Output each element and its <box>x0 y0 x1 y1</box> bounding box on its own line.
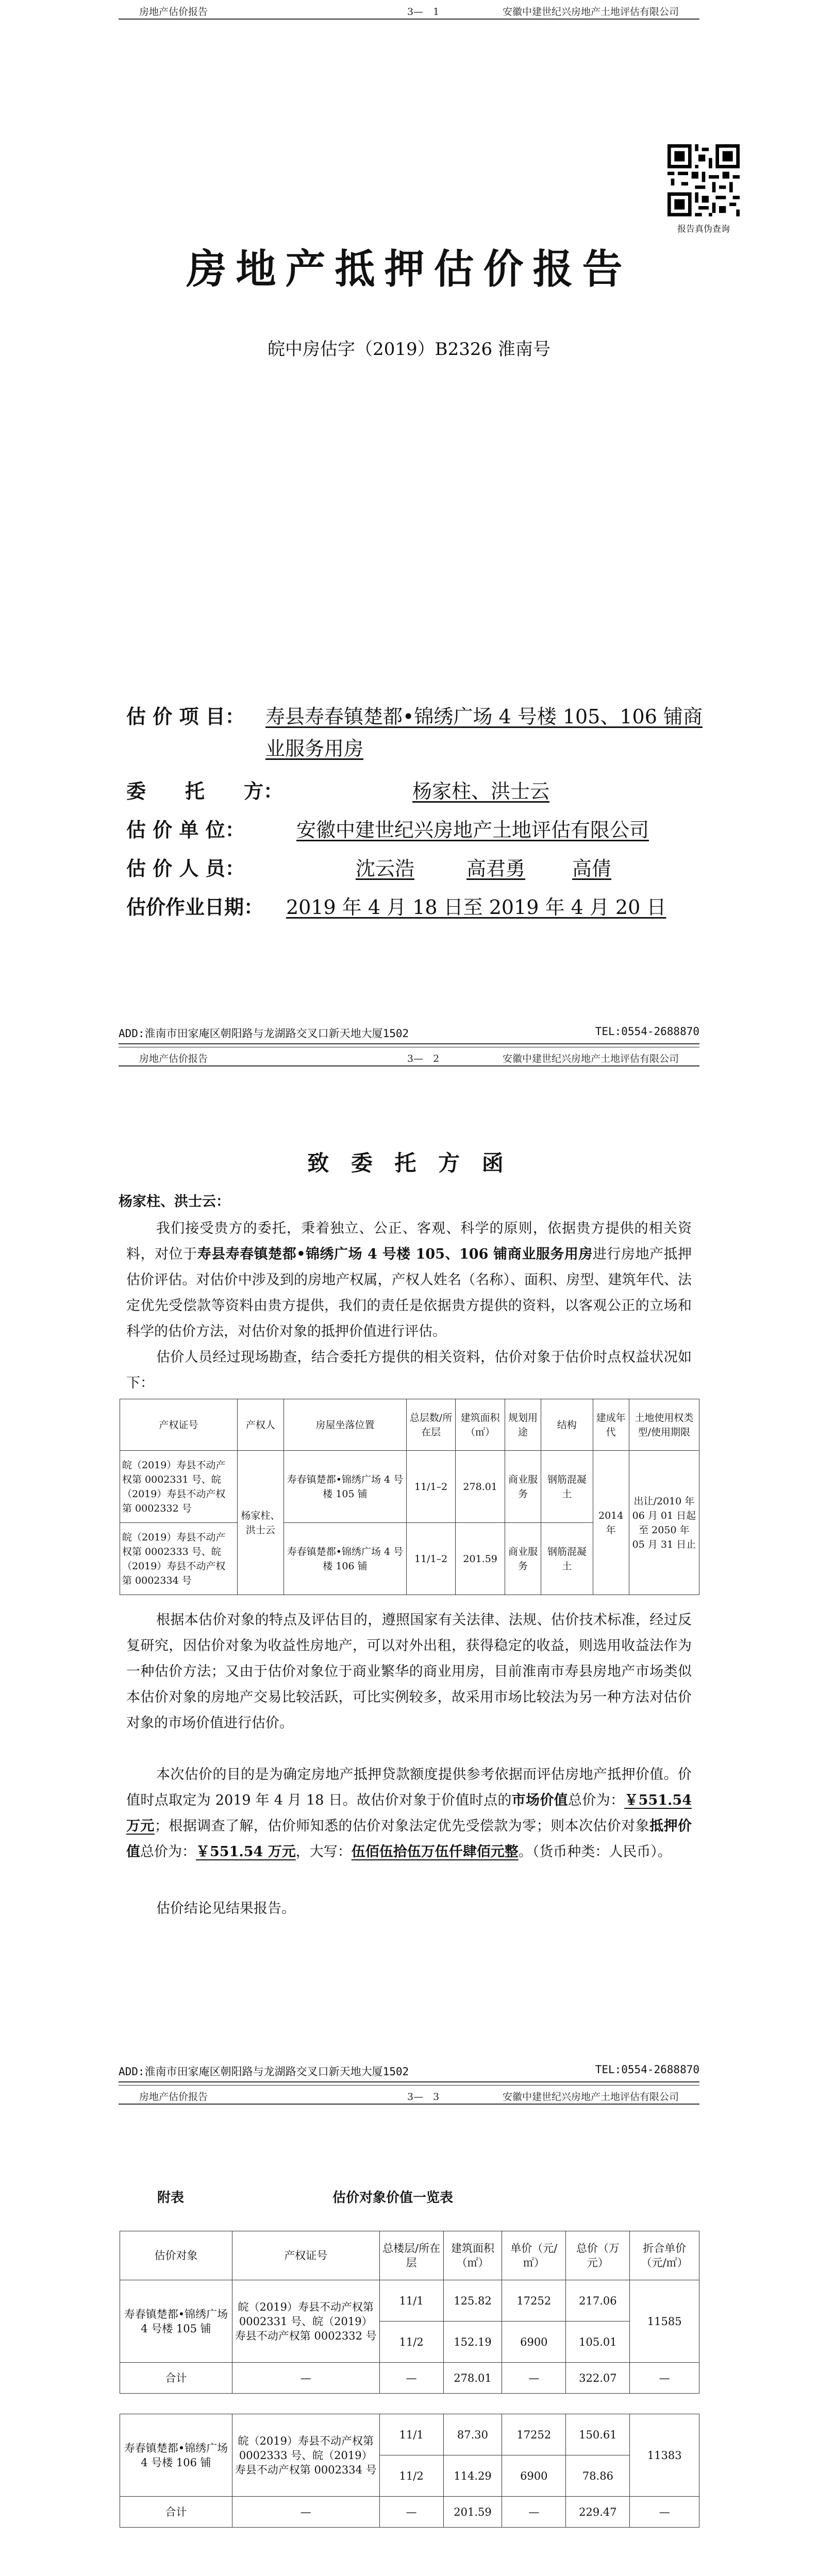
table-row-subtotal: 合计 — — 278.01 — 322.07 — <box>120 2363 699 2394</box>
property-rights-table <box>120 1399 699 1595</box>
footer-tel: TEL:0554-2688870 <box>595 1025 699 1038</box>
table-row: 皖（2019）寿县不动产权第 0002333 号、皖（2019）寿县不动产权第 0002334 号 寿春镇楚都•锦绣广场 4 号楼 106 铺 11/1–2 201.59 商业服务 钢筋混凝土 <box>120 1523 699 1595</box>
th-land: 土地使用权类型/使用期限 <box>629 1399 699 1451</box>
table-row: 11/2 152.19 6900 105.01 <box>120 2321 699 2363</box>
staff-name-1: 沈云浩 <box>356 857 415 880</box>
qr-code-icon[interactable] <box>667 144 740 216</box>
th-area: 建筑面积（㎡） <box>443 2231 502 2280</box>
letter-paragraph-3: 根据本估价对象的特点及评估目的，遵照国家有关法律、法规、估价技术标准，经过反复研究，因估价对象为收益性房地产，可以对外出租，获得稳定的收益，则选用收益法作为一种估价方法；又由于估价对象位于商业繁华的商业用房，目前淮南市寿县房地产市场类似本估价对象的房地产交易比较活跃，可比实例较多，故采用市场比较法为另一种方法对估价对象的市场价值进行估价。 <box>126 1612 692 1731</box>
letter-paragraph-2: 估价人员经过现场勘查，结合委托方提供的相关资料，估价对象于估价时点权益状况如下： <box>126 1349 692 1391</box>
appendix-title: 估价对象价值一览表 <box>332 2190 454 2206</box>
appraiser-value: 安徽中建世纪兴房地产土地评估有限公司 <box>296 819 649 841</box>
appendix-label: 附表 <box>157 2190 185 2206</box>
header-rule <box>119 2104 699 2105</box>
header-left: 房地产估价报告 <box>139 1053 208 1064</box>
table-row: 皖（2019）寿县不动产权第 0002331 号、皖（2019）寿县不动产权第 0002332 号 杨家柱、洪士云 寿春镇楚都•锦绣广场 4 号楼 105 铺 11/1–2 278.01 商业服务 钢筋混凝土 2014 年 出让/2010 年 06 月 01 日起至 2050 年 05 月 31 日止 <box>120 1451 699 1523</box>
footer-address: ADD:淮南市田家庵区朝阳路与龙湖路交叉口新天地大厦1502 <box>119 1027 409 1040</box>
project-value-line2: 业服务用房 <box>265 737 364 760</box>
th-floors: 总层数/所在层 <box>406 1399 456 1451</box>
report-title: 房地产抵押估价报告 <box>186 246 632 293</box>
report-number: 皖中房估字（2019）B2326 淮南号 <box>268 339 550 360</box>
owner-cell: 杨家柱、洪士云 <box>237 1451 283 1595</box>
header-right: 安徽中建世纪兴房地产土地评估有限公司 <box>502 6 679 18</box>
appraiser-label: 估 价 单 位： <box>126 818 245 841</box>
th-avg-price: 折合单价（元/㎡） <box>630 2231 699 2280</box>
header-page-number: 3— 1 <box>407 6 440 18</box>
letter-paragraph-1: 我们接受贵方的委托，秉着独立、公正、客观、科学的原则，依据贵方提供的相关资料，对位于寿县寿春镇楚都•锦绣广场 4 号楼 105、106 铺商业服务用房进行房地产抵押估价评估。对估价中涉及到的房地产权属，产权人姓名（名称）、面积、房型、建筑年代、法定优先受偿款等资料由贵方提供，我们的责任是依据贵方提供的资料，以客观公正的立场和科学的估价方法，对估价对象的抵押价值进行评估。 <box>126 1221 692 1340</box>
header-page-number: 3— 3 <box>407 2091 440 2103</box>
letter-paragraph-5: 估价结论见结果报告。 <box>156 1901 295 1917</box>
table-row: 寿春镇楚都•锦绣广场 4 号楼 105 铺 皖（2019）寿县不动产权第 0002331 号、皖（2019）寿县不动产权第 0002332 号 11/1 125.82 17252 217.06 11585 <box>120 2280 699 2321</box>
th-price: 单价（元/㎡） <box>502 2231 566 2280</box>
staff-name-2: 高君勇 <box>466 857 526 880</box>
letter-addressee: 杨家柱、洪士云： <box>119 1194 230 1210</box>
project-label: 估 价 项 目： <box>126 705 245 728</box>
valuation-summary-table <box>120 2231 699 2528</box>
table-row-subtotal: 合计 — — 201.59 — 229.47 — <box>120 2497 699 2528</box>
th-owner: 产权人 <box>237 1399 283 1451</box>
footer-tel: TEL:0554-2688870 <box>595 2063 699 2076</box>
footer-rule <box>119 2081 699 2086</box>
qr-caption: 报告真伪查询 <box>677 224 730 234</box>
client-value: 杨家柱、洪士云 <box>412 780 550 803</box>
header-rule <box>119 19 699 20</box>
th-use: 规划用途 <box>505 1399 541 1451</box>
header-right: 安徽中建世纪兴房地产土地评估有限公司 <box>502 2091 679 2103</box>
year-cell: 2014 年 <box>593 1451 629 1595</box>
date-label: 估价作业日期： <box>126 895 264 919</box>
letter-paragraph-4: 本次估价的目的是为确定房地产抵押贷款额度提供参考依据而评估房地产抵押价值。价值时点取定为 2019 年 4 月 18 日。故估价对象于价值时点的市场价值总价为：￥551.54 万元；根据调查了解，估价师知悉的估价对象法定优先受偿款为零；则本次估价对象抵押价值总价为：￥551.54 万元，大写：伍佰伍拾伍万伍仟肆佰元整。（货币种类：人民币）。 <box>126 1767 692 1860</box>
header-right: 安徽中建世纪兴房地产土地评估有限公司 <box>502 1053 679 1064</box>
staff-name-3: 高倩 <box>572 857 612 880</box>
land-cell: 出让/2010 年 06 月 01 日起至 2050 年 05 月 31 日止 <box>629 1451 699 1595</box>
table-spacer-row <box>120 2394 699 2414</box>
footer-address: ADD:淮南市田家庵区朝阳路与龙湖路交叉口新天地大厦1502 <box>119 2065 409 2078</box>
date-value: 2019 年 4 月 18 日至 2019 年 4 月 20 日 <box>286 896 666 919</box>
staff-label: 估 价 人 员： <box>126 857 245 880</box>
client-label: 委 托 方： <box>126 779 283 803</box>
header-page-number: 3— 2 <box>407 1053 440 1064</box>
th-structure: 结构 <box>541 1399 593 1451</box>
header-left: 房地产估价报告 <box>139 2091 208 2103</box>
th-year: 建成年代 <box>593 1399 629 1451</box>
table-row: 11/2 114.29 6900 78.86 <box>120 2455 699 2497</box>
th-location: 房屋坐落位置 <box>284 1399 407 1451</box>
header-rule <box>119 1065 699 1066</box>
th-total: 总价（万元） <box>566 2231 630 2280</box>
project-value-line1: 寿县寿春镇楚都•锦绣广场 4 号楼 105、106 铺商 <box>265 705 703 728</box>
th-cert: 产权证号 <box>232 2231 379 2280</box>
th-cert: 产权证号 <box>120 1399 238 1451</box>
letter-title: 致 委 托 方 函 <box>307 1150 511 1176</box>
header-left: 房地产估价报告 <box>139 6 208 18</box>
th-area: 建筑面积（㎡） <box>456 1399 505 1451</box>
footer-rule <box>119 1043 699 1047</box>
th-floor: 总楼层/所在层 <box>379 2231 443 2280</box>
table-row: 寿春镇楚都•锦绣广场 4 号楼 106 铺 皖（2019）寿县不动产权第 0002333 号、皖（2019）寿县不动产权第 0002334 号 11/1 87.30 17252 150.61 11383 <box>120 2414 699 2455</box>
th-object: 估价对象 <box>120 2231 232 2280</box>
